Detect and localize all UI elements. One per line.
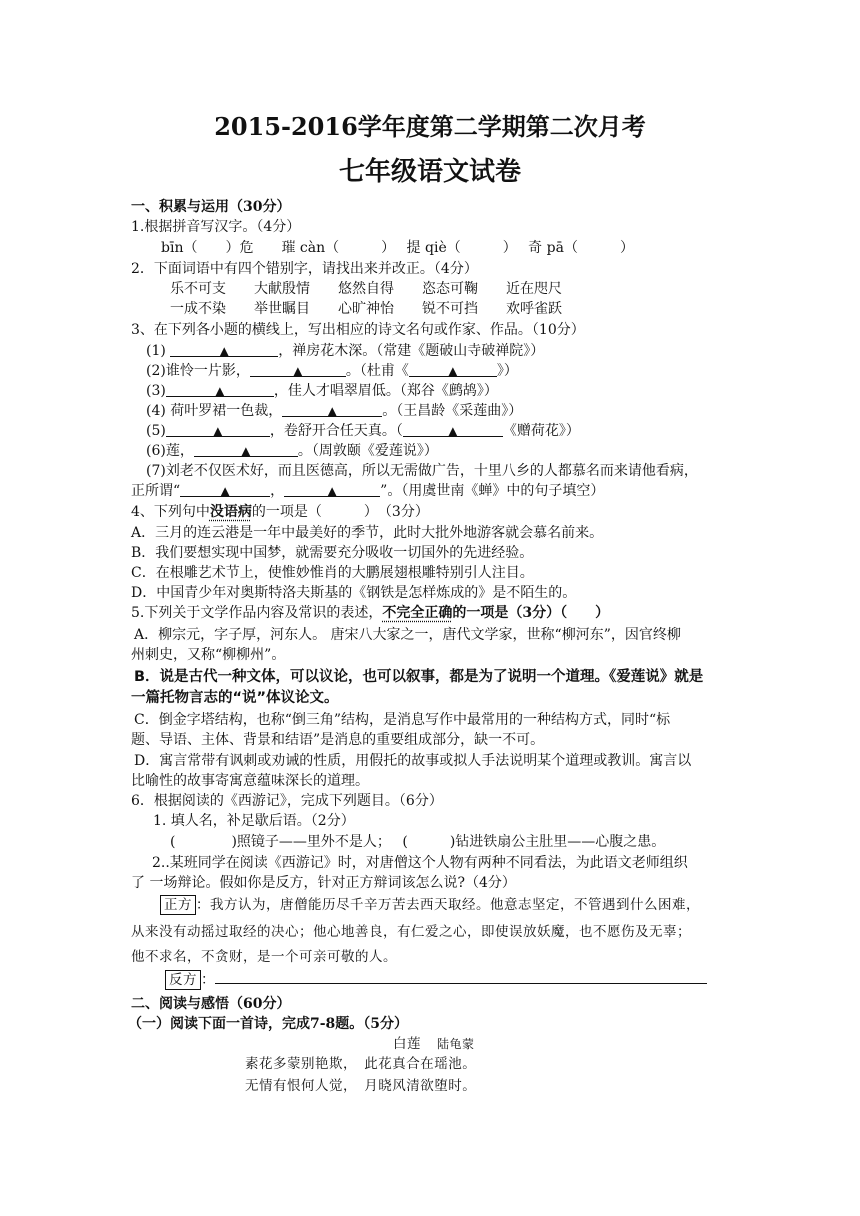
q6-sub2-line2: 了 一场辩论。假如你是反方，针对正方辩词该怎么说?（4分） (131, 875, 516, 891)
q3-s5-mid: ，卷舒开合任天真。（ (269, 423, 403, 439)
q3-s2-pre: (2)谁怜一片影， (146, 363, 250, 379)
q3-s5-blank-2[interactable] (403, 421, 503, 437)
q2-row2: 一成不染 举世瞩目 心旷神怡 锐不可挡 欢呼雀跃 (170, 301, 562, 317)
q3-s1-pre: (1) (146, 343, 171, 359)
q5-option-d-line1: D．寓言常带有讽刺或劝诫的性质，用假托的故事或拟人手法说明某个道理或教训。寓言以 (134, 753, 692, 769)
triangle-icon: ▲ (448, 424, 458, 438)
q3-s2-blank-1[interactable] (250, 361, 346, 377)
triangle-icon: ▲ (448, 364, 458, 378)
exam-subtitle: 七年级语文试卷 (338, 157, 521, 187)
q4-option-d: D．中国青少年对奥斯特洛夫斯基的《钢铁是怎样炼成的》是不陌生的。 (131, 585, 577, 601)
q4-stem (131, 502, 429, 522)
q5-stem-emphasis: 不完全正确 (382, 605, 453, 621)
q1-items: bīn（ ）危 璀 càn（ ） 提 qiè（ ） 奇 pā（ ） (161, 240, 634, 256)
q2-stem: 2．下面词语中有四个错别字，请找出来并改正。（4分） (131, 261, 478, 277)
zhengfang-label: 正方 (160, 895, 196, 915)
q3-s2-mid: 。（杜甫《 (345, 363, 409, 379)
q3-s3 (146, 381, 498, 401)
q6-sub2-line1: 2..某班同学在阅读《西游记》时，对唐僧这个人物有两种不同看法，为此语文老师组织 (152, 855, 688, 871)
triangle-icon: ▲ (215, 384, 225, 398)
q4-stem-pre: 4、下列句中 (131, 504, 210, 520)
q3-s2 (146, 361, 518, 381)
triangle-icon: ▲ (220, 484, 230, 498)
q3-s4-post: 。（王昌龄《采莲曲》） (382, 403, 523, 419)
q6-sub1-items: ( )照镜子——里外不是人； ( )钻进铁扇公主肚里——心腹之患。 (170, 834, 666, 850)
q3-s5 (146, 421, 580, 441)
q4-option-a: A．三月的连云港是一年中最美好的季节，此时大批外地游客就会慕名前来。 (131, 525, 604, 541)
fanfang-line (165, 969, 707, 990)
zhengfang-line2: 从来没有动摇过取经的决心；他心地善良，有仁爱之心，即使误放妖魔，也不愿伤及无辜； (131, 924, 691, 940)
q5-option-b-line1: B．说是古代一种文体，可以议论，也可以叙事，都是为了说明一个道理。《爱莲说》就是 (134, 669, 704, 685)
q3-s7-post: ”。（用虞世南《蝉》中的句子填空） (380, 483, 605, 499)
fanfang-label: 反方 (165, 970, 201, 990)
q3-s4-pre: (4) 荷叶罗裙一色裁， (146, 403, 283, 419)
q3-s3-post: ，佳人才唱翠眉低。（郑谷《鹧鸪》） (273, 383, 498, 399)
q5-option-b-line2: 一篇托物言志的“说”体议论文。 (131, 690, 339, 706)
q3-s5-post: 《赠荷花》） (502, 423, 580, 439)
q4-option-c: C．在根雕艺术节上，使惟妙惟肖的大鹏展翅根雕特别引人注目。 (131, 565, 534, 581)
poem-title: 白莲 (393, 1036, 421, 1052)
q5-stem (131, 603, 609, 623)
q3-s3-blank[interactable] (166, 381, 274, 397)
q5-stem-post: 的一项是（3分）（ ） (452, 605, 610, 621)
poem-header (393, 1034, 475, 1054)
triangle-icon: ▲ (241, 444, 251, 458)
q3-s6-post: 。（周敦颐《爱莲说》） (297, 443, 438, 459)
poem-line-1: 素花多蒙别艳欺， 此花真合在瑶池。 (245, 1056, 477, 1072)
triangle-icon: ▲ (327, 484, 337, 498)
q3-s6-pre: (6)莲， (146, 443, 194, 459)
q6-sub1: 1. 填人名，补足歇后语。（2分） (153, 813, 355, 829)
zhengfang-line1 (160, 895, 700, 915)
q4-stem-post: 的一项是（ ） （3分） (251, 504, 429, 520)
section-1-heading: 一、积累与运用（30分） (131, 199, 291, 215)
q3-s7-comma: ， (270, 483, 285, 499)
q6-stem: 6．根据阅读的《西游记》，完成下列题目。（6分） (131, 793, 443, 809)
q5-option-a-line1: A．柳宗元，字子厚，河东人。 唐宋八大家之一，唐代文学家，世称“柳河东”，因官终柳 (134, 627, 681, 643)
zhengfang-text-1: ：我方认为，唐僧能历尽千辛万苦去西天取经。他意志坚定，不管遇到什么困难， (196, 897, 700, 913)
q5-stem-pre: 5.下列关于文学作品内容及常识的表述， (131, 605, 383, 621)
q3-s1 (146, 341, 544, 361)
q3-s1-blank[interactable] (170, 341, 278, 357)
q5-option-d-line2: 比喻性的故事寄寓意蕴味深长的道理。 (131, 773, 369, 789)
q3-s6-blank[interactable] (194, 441, 298, 457)
q4-option-b: B．我们要想实现中国梦，就需要充分吸收一切国外的先进经验。 (131, 545, 534, 561)
triangle-icon: ▲ (327, 404, 337, 418)
part-1-heading: （一）阅读下面一首诗，完成7-8题。（5分） (128, 1016, 409, 1032)
q3-s4-blank[interactable] (282, 401, 382, 417)
poem-author: 陆龟蒙 (437, 1037, 475, 1051)
q3-s1-post: ，禅房花木深。（常建《题破山寺破禅院》） (278, 343, 545, 359)
q5-option-c-line1: C．倒金字塔结构，也称“倒三角”结构，是消息写作中最常用的一种结构方式，同时“标 (134, 712, 671, 728)
q3-s7-blank-2[interactable] (284, 481, 380, 497)
section-2-heading: 二、阅读与感悟（60分） (131, 996, 291, 1012)
q4-stem-emphasis: 没语病 (209, 504, 252, 520)
q2-row1: 乐不可支 大献殷情 悠然自得 恣态可鞠 近在咫尺 (170, 281, 562, 297)
q3-s7-blank-1[interactable] (180, 481, 270, 497)
q3-s3-pre: (3) (146, 383, 166, 399)
exam-title: 2015-2016学年度第二学期第二次月考 (214, 112, 646, 141)
q3-s2-blank-2[interactable] (409, 361, 497, 377)
fanfang-answer-line[interactable] (215, 969, 707, 984)
q3-s5-pre: (5) (146, 423, 166, 439)
fanfang-colon: ： (201, 972, 215, 988)
q3-s5-blank-1[interactable] (166, 421, 270, 437)
q3-s6 (146, 441, 438, 461)
q3-s7-line2 (131, 481, 604, 501)
zhengfang-line3: 他不求名，不贪财，是一个可亲可敬的人。 (131, 949, 397, 965)
triangle-icon: ▲ (293, 364, 303, 378)
q5-option-a-line2: 州刺史，又称“柳柳州”。 (131, 647, 286, 663)
triangle-icon: ▲ (213, 424, 223, 438)
q3-s7-pre: 正所谓“ (131, 483, 181, 499)
q3-s4 (146, 401, 522, 421)
q3-s2-post: 》） (496, 363, 518, 379)
poem-line-2: 无情有恨何人觉， 月晓风清欲堕时。 (245, 1078, 477, 1094)
q5-option-c-line2: 题、导语、主体、背景和结语”是消息的重要组成部分，缺一不可。 (131, 732, 545, 748)
q3-s7-line1: (7)刘老不仅医术好，而且医德高，所以无需做广告，十里八乡的人都慕名而来请他看病， (146, 463, 698, 479)
triangle-icon: ▲ (219, 344, 229, 358)
q3-stem: 3、在下列各小题的横线上，写出相应的诗文名句或作家、作品。（10分） (131, 322, 585, 338)
q1-stem: 1.根据拼音写汉字。（4分） (131, 219, 301, 235)
